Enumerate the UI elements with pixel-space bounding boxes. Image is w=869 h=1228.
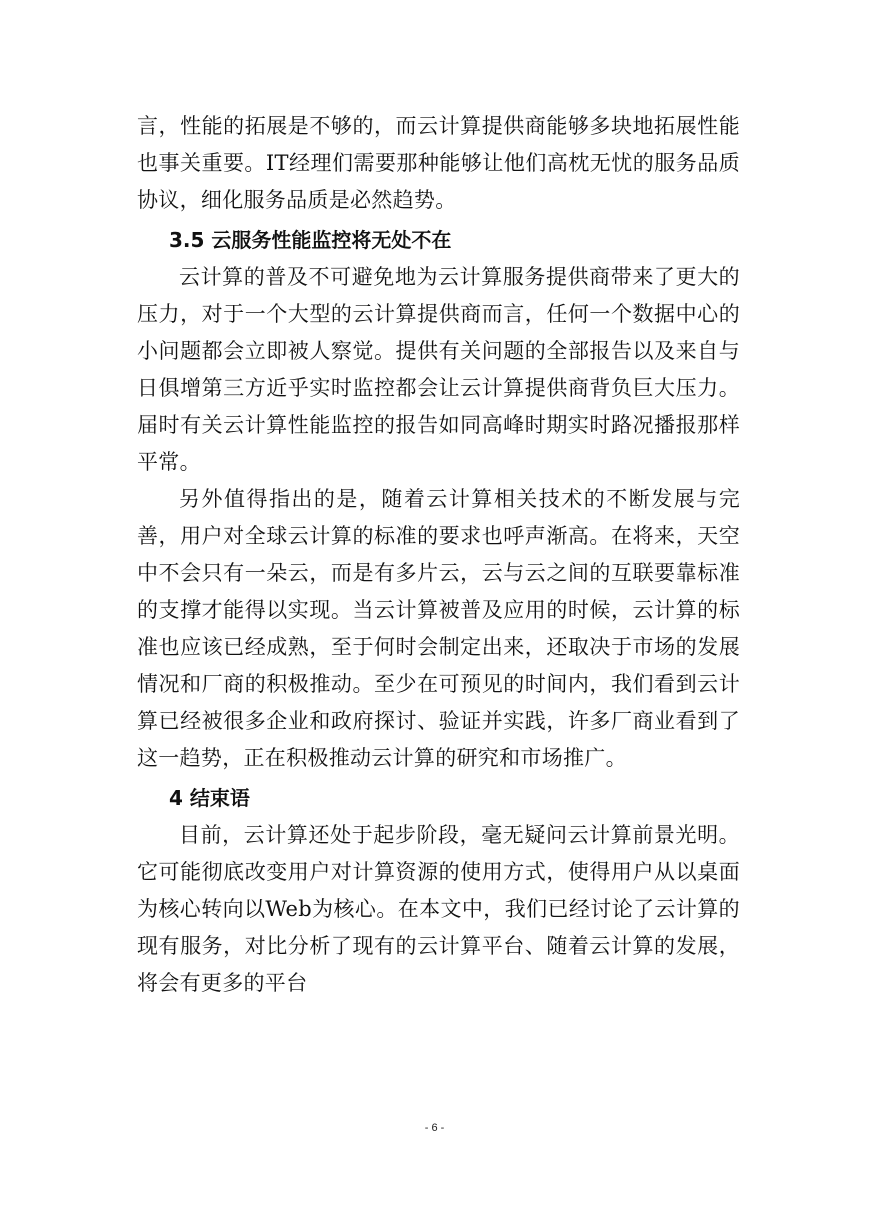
paragraph-cloud-standards: 另外值得指出的是，随着云计算相关技术的不断发展与完善，用户对全球云计算的标准的要求也呼声渐高。在将来，天空中不会只有一朵云，而是有多片云，云与云之间的互联要靠标准的支撑才能得以实现。当云计算被普及应用的时候，云计算的标准也应该已经成熟，至于何时会制定出来，还取决于市场的发展情况和厂商的积极推动。至少在可预见的时间内，我们看到云计算已经被很多企业和政府探讨、验证并实践，许多厂商业看到了这一趋势，正在积极推动云计算的研究和市场推广。 [137,487,740,770]
section-heading-4-conclusion: 4 结束语 [169,786,250,810]
document-body [137,108,740,1002]
section-heading-3-5: 3.5 云服务性能监控将无处不在 [169,228,452,252]
paragraph-continuation: 言，性能的拓展是不够的，而云计算提供商能够多块地拓展性能也事关重要。IT经理们需要那种能够让他们高枕无忧的服务品质协议，细化服务品质是必然趋势。 [137,114,740,212]
page-number: - 6 - [424,1122,445,1134]
paragraph-performance-monitoring: 云计算的普及不可避免地为云计算服务提供商带来了更大的压力，对于一个大型的云计算提供商而言，任何一个数据中心的小问题都会立即被人察觉。提供有关问题的全部报告以及来自与日俱增第三方近乎实时监控都会让云计算提供商背负巨大压力。届时有关云计算性能监控的报告如同高峰时期实时路况播报那样平常。 [137,265,740,474]
paragraph-conclusion: 目前，云计算还处于起步阶段，毫无疑问云计算前景光明。它可能彻底改变用户对计算资源的使用方式，使得用户从以桌面为核心转向以Web为核心。在本文中，我们已经讨论了云计算的现有服务，对比分析了现有的云计算平台、随着云计算的发展，将会有更多的平台 [137,823,740,995]
